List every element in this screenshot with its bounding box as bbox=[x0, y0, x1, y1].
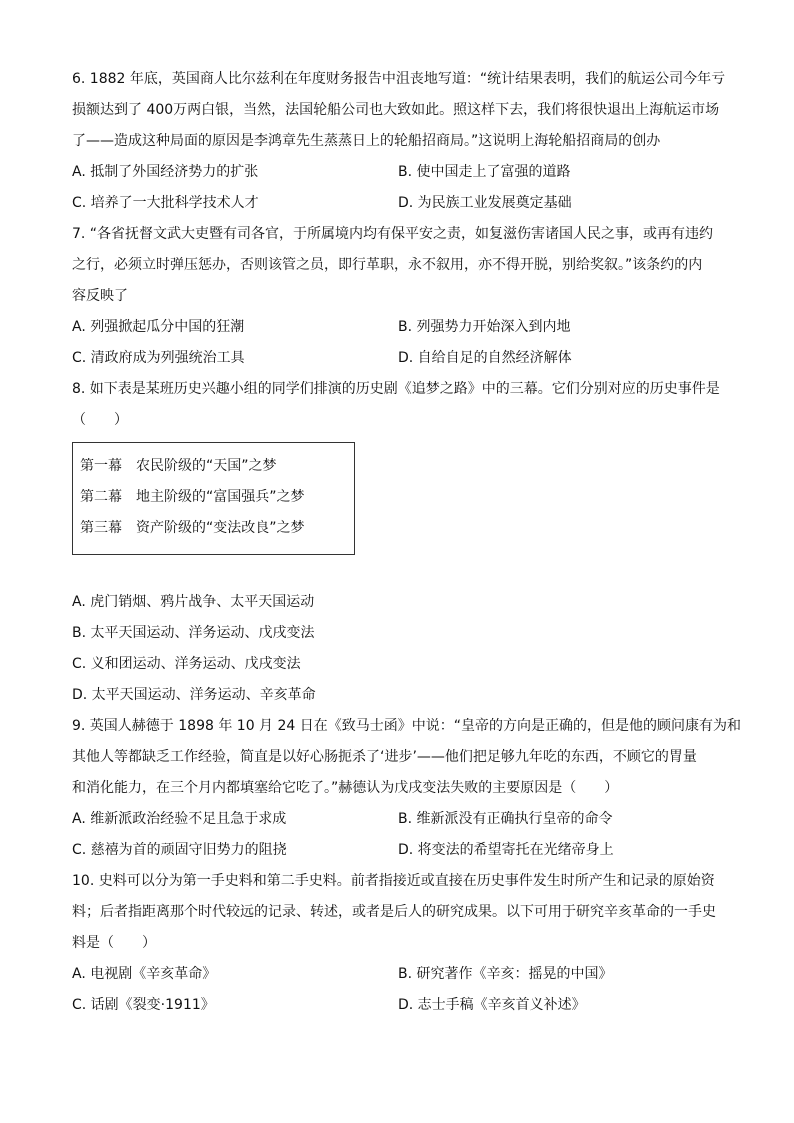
option-c: C. 培养了一大批科学技术人才 bbox=[72, 195, 259, 211]
option-d: D. 将变法的希望寄托在光绪帝身上 bbox=[398, 842, 614, 858]
option-b: B. 列强势力开始深入到内地 bbox=[398, 319, 571, 335]
option-c: C. 慈禧为首的顽固守旧势力的阻挠 bbox=[72, 842, 287, 858]
question-9-options bbox=[72, 804, 724, 866]
stem-line: （ ） bbox=[72, 412, 128, 428]
question-7 bbox=[72, 219, 724, 374]
option-d: D. 自给自足的自然经济解体 bbox=[398, 350, 572, 366]
table-row: 第三幕 资产阶级的“变法改良”之梦 bbox=[80, 520, 305, 536]
option-c: C. 话剧《裂变·1911》 bbox=[72, 997, 215, 1013]
option-b: B. 研究著作《辛亥：摇晃的中国》 bbox=[398, 966, 613, 982]
question-6-stem bbox=[72, 64, 724, 157]
option-a: A. 维新派政治经验不足且急于求成 bbox=[72, 811, 287, 827]
option-b: B. 使中国走上了富强的道路 bbox=[398, 164, 571, 180]
exam-page bbox=[72, 64, 742, 1021]
question-9 bbox=[72, 711, 742, 866]
option-a: A. 虎门销烟、鸦片战争、太平天国运动 bbox=[72, 594, 315, 610]
option-b: B. 太平天国运动、洋务运动、戊戌变法 bbox=[72, 625, 315, 641]
stem-line: 损额达到了 400万两白银，当然，法国轮船公司也大致如此。照这样下去，我们将很快退出上海航运市场 bbox=[72, 102, 720, 118]
stem-line: 之行，必须立时弹压惩办，否则该管之员，即行革职，永不叙用，亦不得开脱，别给奖叙。”该条约的内 bbox=[72, 257, 703, 273]
table-row: 第一幕 农民阶级的“天国”之梦 bbox=[80, 458, 277, 474]
option-c: C. 清政府成为列强统治工具 bbox=[72, 350, 245, 366]
option-d: D. 为民族工业发展奠定基础 bbox=[398, 195, 572, 211]
option-a: A. 电视剧《辛亥革命》 bbox=[72, 966, 217, 982]
stem-line: 料是（ ） bbox=[72, 935, 156, 951]
question-10 bbox=[72, 866, 724, 1021]
question-6 bbox=[72, 64, 724, 219]
question-8-stem bbox=[72, 374, 724, 436]
stem-line: 料；后者指距离那个时代较远的记录、转述，或者是后人的研究成果。以下可用于研究辛亥革命的一手史 bbox=[72, 904, 716, 920]
option-a: A. 列强掀起瓜分中国的狂潮 bbox=[72, 319, 245, 335]
acts-table bbox=[72, 442, 355, 555]
stem-line: 8. 如下表是某班历史兴趣小组的同学们排演的历史剧《追梦之路》中的三幕。它们分别对应的历史事件是 bbox=[72, 381, 720, 397]
stem-line: 容反映了 bbox=[72, 288, 128, 304]
question-9-stem bbox=[72, 711, 742, 804]
question-7-options bbox=[72, 312, 724, 374]
stem-line: 9. 英国人赫德于 1898 年 10 月 24 日在《致马士函》中说：“皇帝的方向是正确的，但是他的顾问康有为和 bbox=[72, 718, 742, 734]
question-7-stem bbox=[72, 219, 724, 312]
stem-line: 10. 史料可以分为第一手史料和第二手史料。前者指接近或直接在历史事件发生时所产生和记录的原始资 bbox=[72, 873, 715, 889]
question-8-options bbox=[72, 587, 724, 711]
stem-line: 了——造成这种局面的原因是李鸿章先生蒸蒸日上的轮船招商局。”这说明上海轮船招商局的创办 bbox=[72, 133, 661, 149]
option-d: D. 志士手稿《辛亥首义补述》 bbox=[398, 997, 586, 1013]
stem-line: 其他人等都缺乏工作经验，简直是以好心肠扼杀了‘进步’——他们把足够九年吃的东西，不顾它的胃量 bbox=[72, 749, 697, 765]
stem-line: 6. 1882 年底，英国商人比尔兹利在年度财务报告中沮丧地写道：“统计结果表明，我们的航运公司今年亏 bbox=[72, 71, 726, 87]
stem-line: 和消化能力，在三个月内都填塞给它吃了。”赫德认为戊戌变法失败的主要原因是（ ） bbox=[72, 780, 619, 796]
table-row: 第二幕 地主阶级的“富国强兵”之梦 bbox=[80, 489, 305, 505]
stem-line: 7. “各省抚督文武大吏暨有司各官，于所属境内均有保平安之责，如复滋伤害诸国人民之事，或再有违约 bbox=[72, 226, 714, 242]
question-10-options bbox=[72, 959, 724, 1021]
option-c: C. 义和团运动、洋务运动、戊戌变法 bbox=[72, 656, 301, 672]
option-a: A. 抵制了外国经济势力的扩张 bbox=[72, 164, 259, 180]
question-10-stem bbox=[72, 866, 724, 959]
option-d: D. 太平天国运动、洋务运动、辛亥革命 bbox=[72, 687, 316, 703]
question-6-options bbox=[72, 157, 724, 219]
option-b: B. 维新派没有正确执行皇帝的命令 bbox=[398, 811, 613, 827]
question-8 bbox=[72, 374, 724, 711]
